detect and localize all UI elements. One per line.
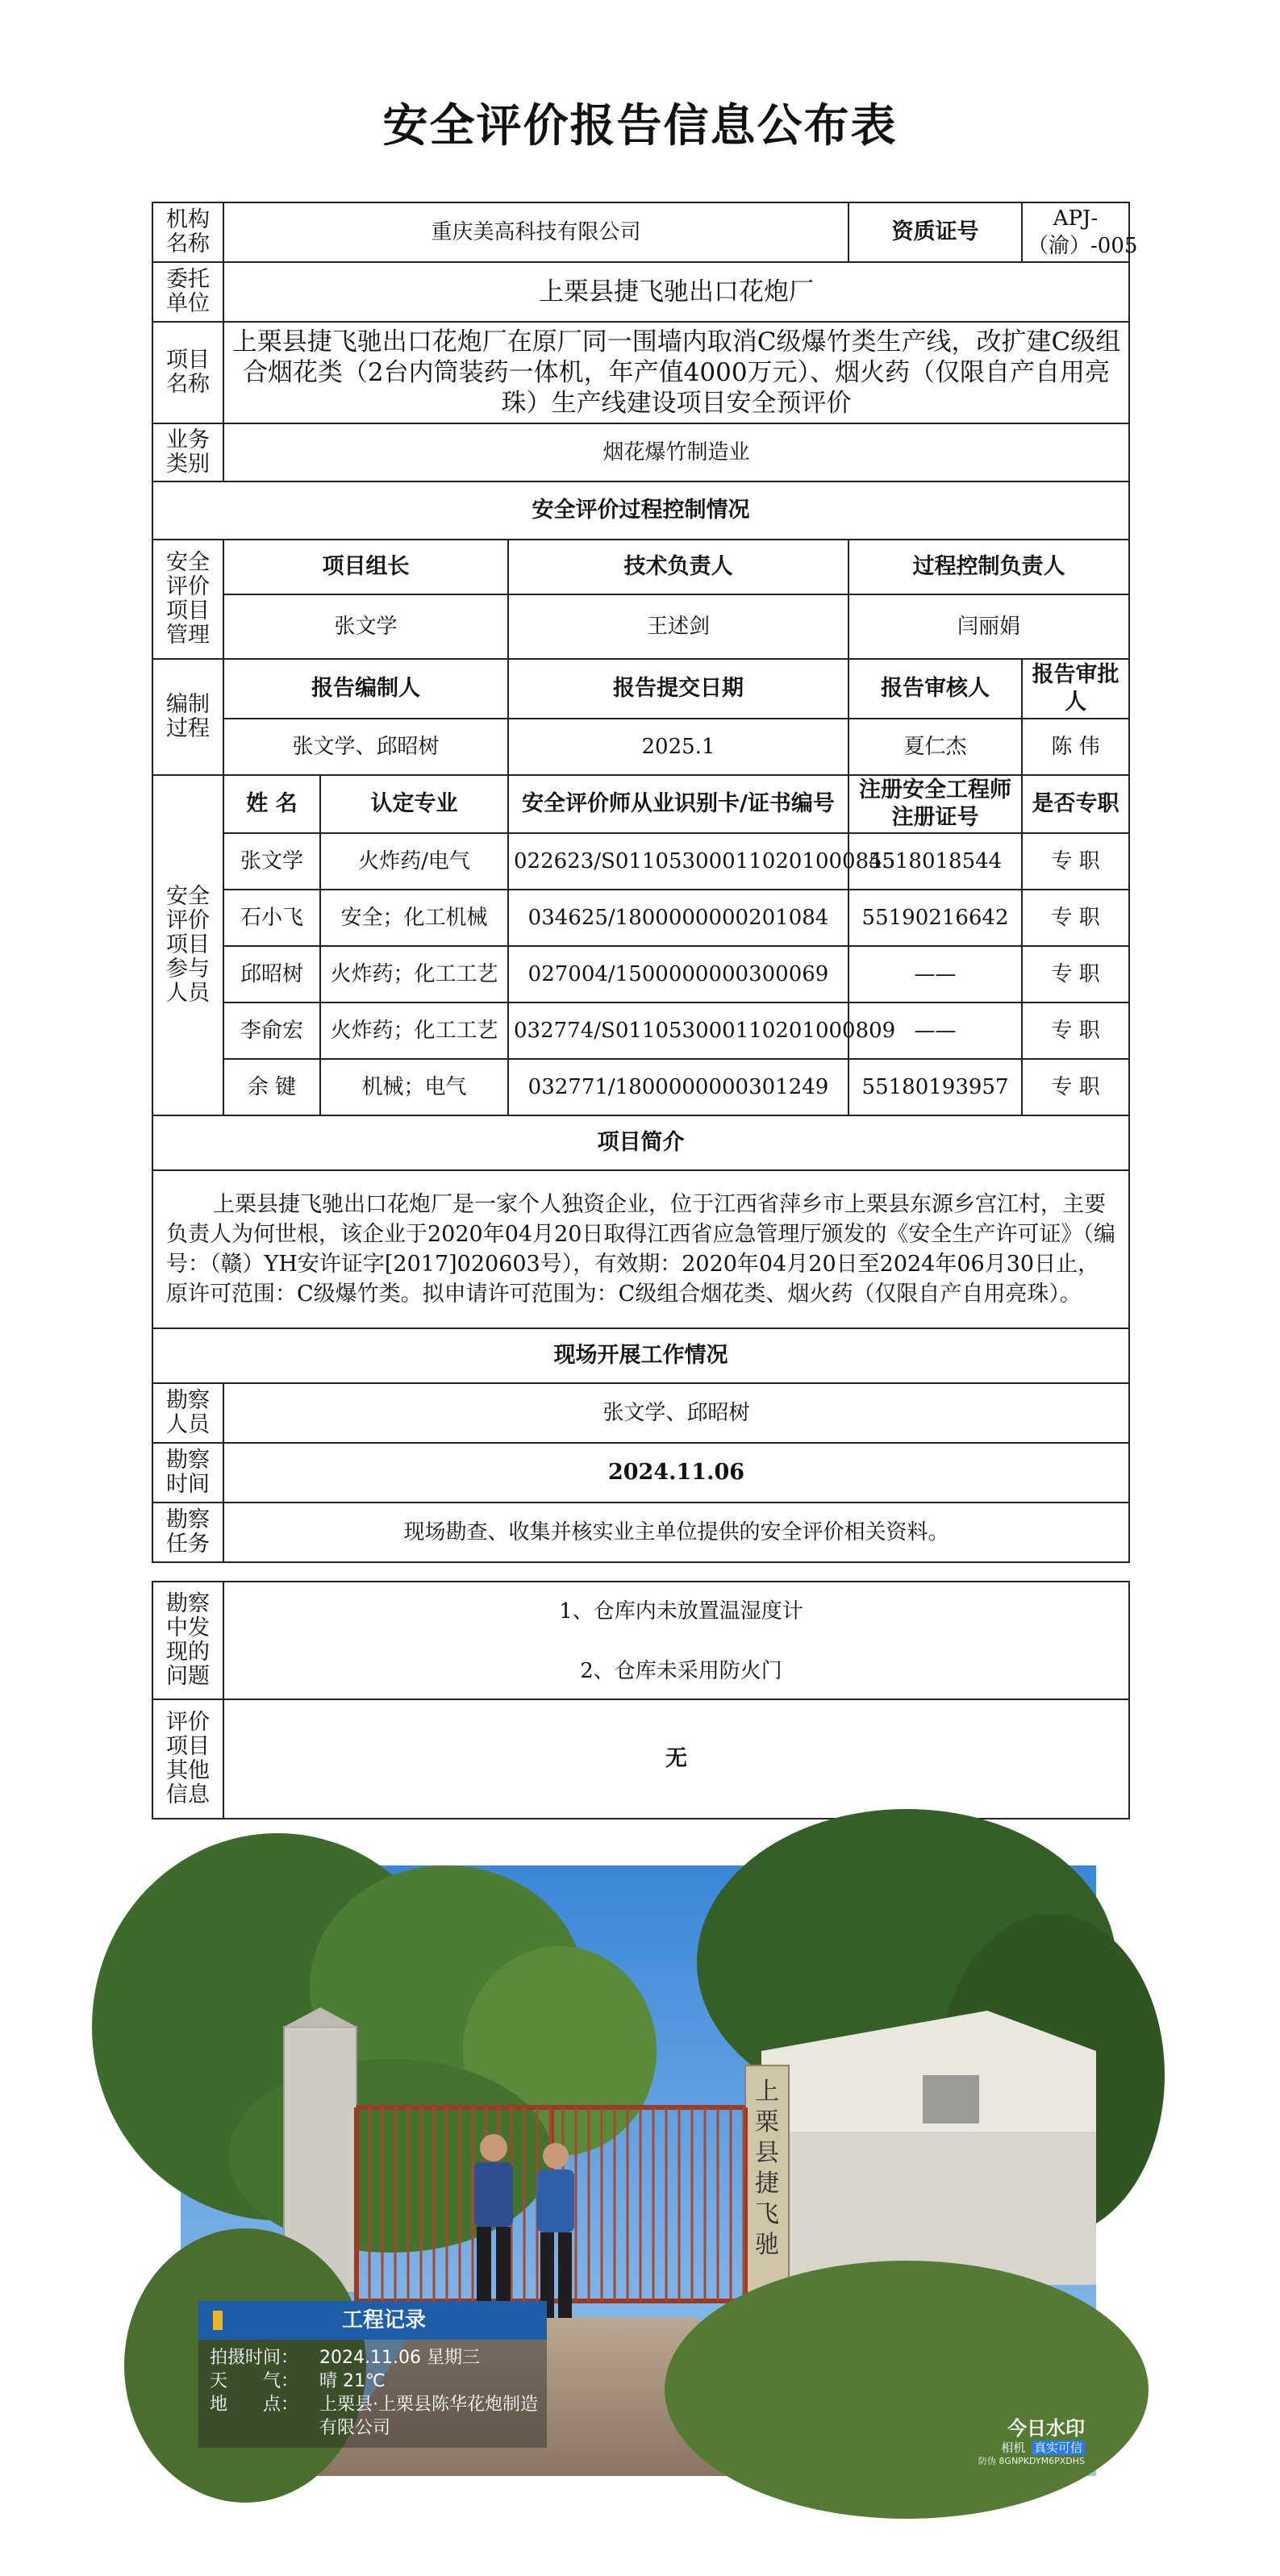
report-info-table bbox=[152, 202, 1138, 1563]
org-label: 机构名称 bbox=[152, 202, 223, 262]
sign-char: 捷 bbox=[755, 2170, 779, 2198]
findings-table bbox=[152, 1581, 1130, 1819]
table-row bbox=[152, 1059, 1129, 1115]
photo-watermark bbox=[198, 2301, 547, 2448]
brand-code: 防伪 8GNPKDYM6PXDHS bbox=[978, 2456, 1085, 2466]
client-label: 委托单位 bbox=[152, 262, 223, 322]
watermark-marker-icon bbox=[213, 2311, 223, 2330]
participant-fulltime: 专 职 bbox=[1022, 1002, 1129, 1059]
site-time: 2024.11.06 bbox=[223, 1443, 1129, 1503]
watermark-row bbox=[210, 2346, 539, 2370]
summary-heading: 项目简介 bbox=[152, 1115, 1129, 1170]
participants-label: 安全评价项目参与人员 bbox=[152, 775, 223, 1115]
header-fulltime: 是否专职 bbox=[1022, 775, 1129, 833]
participant-specialty: 安全；化工机械 bbox=[320, 890, 508, 946]
compile-label: 编制过程 bbox=[152, 659, 223, 775]
watermark-value: 晴 21℃ bbox=[319, 2371, 386, 2391]
findings-label: 勘察中发现的问题 bbox=[152, 1582, 223, 1699]
participant-cert: 5518018544 bbox=[848, 833, 1022, 890]
watermark-header bbox=[198, 2301, 547, 2340]
tech-lead: 王述剑 bbox=[508, 594, 848, 659]
header-process-controller: 过程控制负责人 bbox=[848, 540, 1129, 594]
cert-label: 资质证号 bbox=[848, 202, 1022, 262]
watermark-value: 2024.11.06 星期三 bbox=[319, 2348, 480, 2368]
finding-item: 2、仓库未采用防火门 bbox=[580, 1659, 782, 1683]
participant-card: 032774/S011053000110201000809 bbox=[508, 1002, 848, 1059]
org-name: 重庆美高科技有限公司 bbox=[223, 202, 848, 262]
watermark-row bbox=[210, 2370, 539, 2393]
table-row bbox=[152, 890, 1129, 946]
watermark-row bbox=[210, 2393, 539, 2440]
participant-cert: —— bbox=[848, 1002, 1022, 1059]
participant-name: 石小飞 bbox=[223, 890, 320, 946]
header-approver: 报告审批人 bbox=[1022, 659, 1129, 719]
brand-sub-prefix: 相机 bbox=[1001, 2441, 1026, 2455]
header-evaluator-card: 安全评价师从业识别卡/证书编号 bbox=[508, 775, 848, 833]
header-engineer-cert: 注册安全工程师注册证号 bbox=[848, 775, 1022, 833]
cert-number: APJ-（渝）-005 bbox=[1022, 202, 1129, 262]
participant-fulltime: 专 职 bbox=[1022, 946, 1129, 1002]
watermark-key: 地 点： bbox=[210, 2395, 299, 2415]
watermark-value: 上栗县·上栗县陈华花炮制造有限公司 bbox=[319, 2395, 538, 2438]
participant-card: 034625/1800000000201084 bbox=[508, 890, 848, 946]
approver: 陈 伟 bbox=[1022, 719, 1129, 775]
participant-name: 张文学 bbox=[223, 833, 320, 890]
sign-char: 栗 bbox=[755, 2108, 779, 2136]
business-label: 业务类别 bbox=[152, 423, 223, 481]
header-specialty: 认定专业 bbox=[320, 775, 508, 833]
table-row bbox=[152, 946, 1129, 1002]
participant-card: 027004/1500000000300069 bbox=[508, 946, 848, 1002]
site-task-label: 勘察任务 bbox=[152, 1503, 223, 1562]
table-row bbox=[152, 833, 1129, 890]
business-type: 烟花爆竹制造业 bbox=[223, 423, 1129, 481]
participant-name: 邱昭树 bbox=[223, 946, 320, 1002]
report-writer: 张文学、邱昭树 bbox=[223, 719, 508, 775]
sign-char: 上 bbox=[755, 2078, 779, 2106]
submit-date: 2025.1 bbox=[508, 719, 848, 775]
participant-name: 余 键 bbox=[223, 1059, 320, 1115]
sign-char: 县 bbox=[755, 2139, 779, 2167]
site-photo bbox=[181, 1865, 1096, 2476]
brand-badge: 真实可信 bbox=[1032, 2441, 1085, 2455]
participant-fulltime: 专 职 bbox=[1022, 833, 1129, 890]
watermark-title: 工程记录 bbox=[342, 2308, 427, 2332]
project-name: 上栗县捷飞驰出口花炮厂在原厂同一围墙内取消C级爆竹类生产线，改扩建C级组合烟花类（2台内筒装药一体机，年产值4000万元）、烟火药（仅限自产自用亮珠）生产线建设项目安全预评价 bbox=[223, 322, 1129, 423]
sign-char: 飞 bbox=[755, 2200, 779, 2228]
project-leader: 张文学 bbox=[223, 594, 508, 659]
findings-list bbox=[223, 1582, 1129, 1699]
participant-specialty: 火炸药；化工工艺 bbox=[320, 1002, 508, 1059]
watermark-key: 天 气： bbox=[210, 2371, 299, 2391]
brand-name: 今日水印 bbox=[1007, 2417, 1085, 2440]
brand-sub bbox=[978, 2440, 1085, 2456]
site-people: 张文学、邱昭树 bbox=[223, 1383, 1129, 1443]
sign-char: 驰 bbox=[755, 2231, 779, 2259]
watermark-brand bbox=[978, 2417, 1085, 2467]
site-task: 现场勘查、收集并核实业主单位提供的安全评价相关资料。 bbox=[223, 1503, 1129, 1562]
participant-card: 032771/1800000000301249 bbox=[508, 1059, 848, 1115]
site-people-label: 勘察人员 bbox=[152, 1383, 223, 1443]
participant-name: 李俞宏 bbox=[223, 1002, 320, 1059]
participant-cert: 55190216642 bbox=[848, 890, 1022, 946]
summary-text: 上栗县捷飞驰出口花炮厂是一家个人独资企业，位于江西省萍乡市上栗县东源乡宫江村，主要负责人为何世根，该企业于2020年04月20日取得江西省应急管理厅颁发的《安全生产许可证》（编号：（赣）YH安许证字[2017]020603号），有效期：2020年04月20日至2024年06月30日止，原许可范围：C级爆竹类。拟申请许可范围为：C级组合烟花类、烟火药（仅限自产自用亮珠）。 bbox=[152, 1170, 1129, 1328]
project-label: 项目名称 bbox=[152, 322, 223, 423]
participant-fulltime: 专 职 bbox=[1022, 890, 1129, 946]
header-reviewer: 报告审核人 bbox=[848, 659, 1022, 719]
header-report-writer: 报告编制人 bbox=[223, 659, 508, 719]
header-name: 姓 名 bbox=[223, 775, 320, 833]
management-label: 安全评价项目管理 bbox=[152, 540, 223, 659]
table-row bbox=[152, 1002, 1129, 1059]
other-info-label: 评价项目其他信息 bbox=[152, 1699, 223, 1819]
participant-cert: —— bbox=[848, 946, 1022, 1002]
site-heading: 现场开展工作情况 bbox=[152, 1328, 1129, 1383]
page-title: 安全评价报告信息公布表 bbox=[382, 99, 898, 152]
header-submit-date: 报告提交日期 bbox=[508, 659, 848, 719]
header-tech-lead: 技术负责人 bbox=[508, 540, 848, 594]
participant-card: 022623/S011053000110201000845 bbox=[508, 833, 848, 890]
participant-specialty: 机械；电气 bbox=[320, 1059, 508, 1115]
site-time-label: 勘察时间 bbox=[152, 1443, 223, 1503]
header-project-leader: 项目组长 bbox=[223, 540, 508, 594]
reviewer: 夏仁杰 bbox=[848, 719, 1022, 775]
process-section-heading: 安全评价过程控制情况 bbox=[152, 481, 1129, 540]
other-info: 无 bbox=[223, 1699, 1129, 1819]
finding-item: 1、仓库内未放置温湿度计 bbox=[559, 1599, 803, 1624]
participant-cert: 55180193957 bbox=[848, 1059, 1022, 1115]
participant-fulltime: 专 职 bbox=[1022, 1059, 1129, 1115]
participant-specialty: 火炸药/电气 bbox=[320, 833, 508, 890]
participant-specialty: 火炸药；化工工艺 bbox=[320, 946, 508, 1002]
client-name: 上栗县捷飞驰出口花炮厂 bbox=[223, 262, 1129, 322]
process-controller: 闫丽娟 bbox=[848, 594, 1129, 659]
watermark-key: 拍摄时间： bbox=[210, 2348, 299, 2368]
